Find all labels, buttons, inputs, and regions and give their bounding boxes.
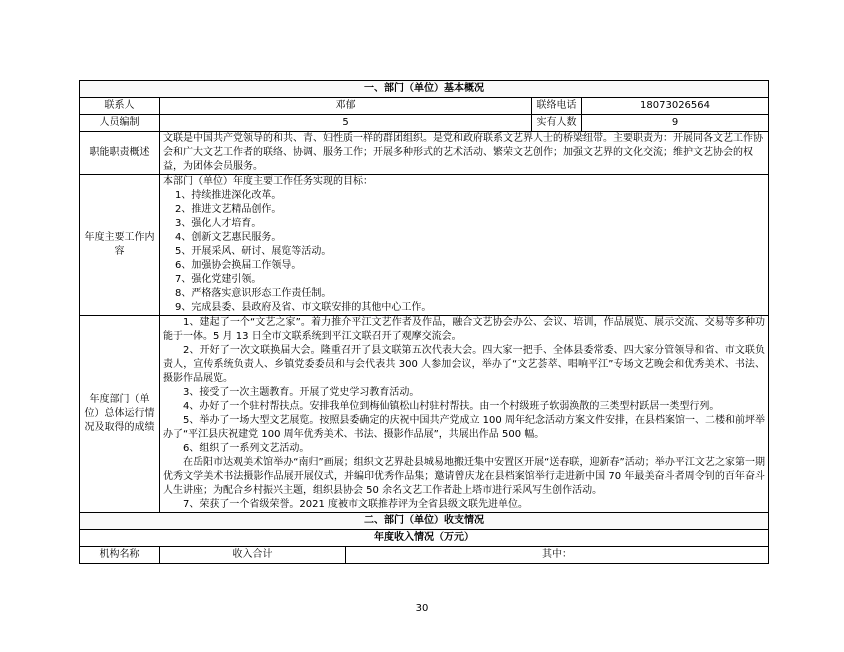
duties-text: 文联是中国共产党领导的和共、青、妇性质一样的群团组织。是党和政府联系文艺界人士的桥梁纽带。主要职责为：开展同各文艺工作协会和广大文艺工作者的联络、协调、服务工作；开展多种形式的艺术活动、繁荣文艺创作；加强文艺界的文化交流；维护文艺协会的权益，为团体会员服务。 [160,132,769,175]
duties-label: 职能职责概述 [80,132,160,175]
ops-paragraph: 2、开好了一次文联换届大会。隆重召开了县文联第五次代表大会。四大家一把手、全体县委常委、四大家分管领导和省、市文联负责人，宣传系统负责人、乡镇党委委员和与会代表共 300 人参加会议，举办了“文艺荟萃、唱响平江”专场文艺晚会和优秀美术、书法、摄影作品展览。 [163,345,766,384]
task-item: 1、持续推进深化改革。 [175,190,282,201]
task-item: 8、严格落实意识形态工作责任制。 [175,288,332,299]
staff-quota-label: 人员编制 [80,115,160,132]
phone-label: 联络电话 [532,98,582,115]
task-item: 3、强化人才培育。 [175,218,262,229]
ops-paragraph: 1、建起了一个“文艺之家”。着力推介平江文艺作者及作品，融合文艺协会办公、会议、培训，作品展览、展示交流、交易等多种功能于一体。5 月 13 日全市文联系统到平江文联召开了观摩交流会。 [163,317,766,342]
annual-ops-cell [160,316,769,513]
staff-quota-value: 5 [160,115,532,132]
contact-label: 联系人 [80,98,160,115]
annual-ops-label: 年度部门（单位）总体运行情况及取得的成绩 [80,316,160,513]
col-income-detail: 其中： [346,547,769,564]
task-item: 9、完成县委、县政府及省、市文联安排的其他中心工作。 [175,302,432,313]
annual-tasks-intro: 本部门（单位）年度主要工作任务实现的目标： [163,176,373,187]
ops-paragraph: 5、举办了一场大型文艺展览。按照县委确定的庆祝中国共产党成立 100 周年纪念活动方案文件安排，在县档案馆一、二楼和前坪举办了“平江县庆祝建党 100 周年优秀美术、书法、摄影作品展”，共展出作品 500 幅。 [163,415,766,440]
section-2-title: 二、部门（单位）收支情况 [80,513,769,530]
ops-paragraph: 在岳阳市达观美术馆举办“南归”画展；组织文艺界赴县城易地搬迁集中安置区开展“送春联，迎新春”活动；举办平江文艺之家第一期优秀文学美术书法摄影作品展开展仪式，并编印优秀作品集；邀请曾庆龙在县档案馆举行走进新中国 70 年最美奋斗者周令钊的百年奋斗人生讲座；为配合乡村振兴主题，组织县协会 50 余名文艺工作者赴上塔市进行采风写生创作活动。 [163,457,766,496]
contact-value: 邓郁 [160,98,532,115]
page-number: 30 [415,603,429,614]
ops-paragraph: 7、荣获了一个省级荣誉。2021 度被市文联推荐评为全省县级文联先进单位。 [183,499,528,510]
annual-tasks-label: 年度主要工作内容 [80,175,160,316]
task-item: 4、创新文艺惠民服务。 [175,232,282,243]
section-1-title: 一、部门（单位）基本概况 [80,81,769,98]
actual-staff-value: 9 [582,115,769,132]
actual-staff-label: 实有人数 [532,115,582,132]
ops-paragraph: 3、接受了一次主题教育。开展了党史学习教育活动。 [183,387,420,398]
basic-info-table [79,80,769,564]
col-org-name: 机构名称 [80,547,160,564]
phone-value: 18073026564 [582,98,769,115]
task-item: 6、加强协会换届工作领导。 [175,260,302,271]
task-item: 5、开展采风、研讨、展览等活动。 [175,246,332,257]
ops-paragraph: 6、组织了一系列文艺活动。 [183,443,310,454]
income-title: 年度收入情况（万元） [80,530,769,547]
annual-tasks-cell [160,175,769,316]
task-item: 7、强化党建引领。 [175,274,262,285]
col-income-total: 收入合计 [160,547,346,564]
ops-paragraph: 4、办好了一个驻村帮扶点。安排我单位到梅仙镇松山村驻村帮扶。由一个村级班子软弱涣散的三类型村跃居一类型行列。 [183,401,720,412]
task-item: 2、推进文艺精品创作。 [175,204,282,215]
